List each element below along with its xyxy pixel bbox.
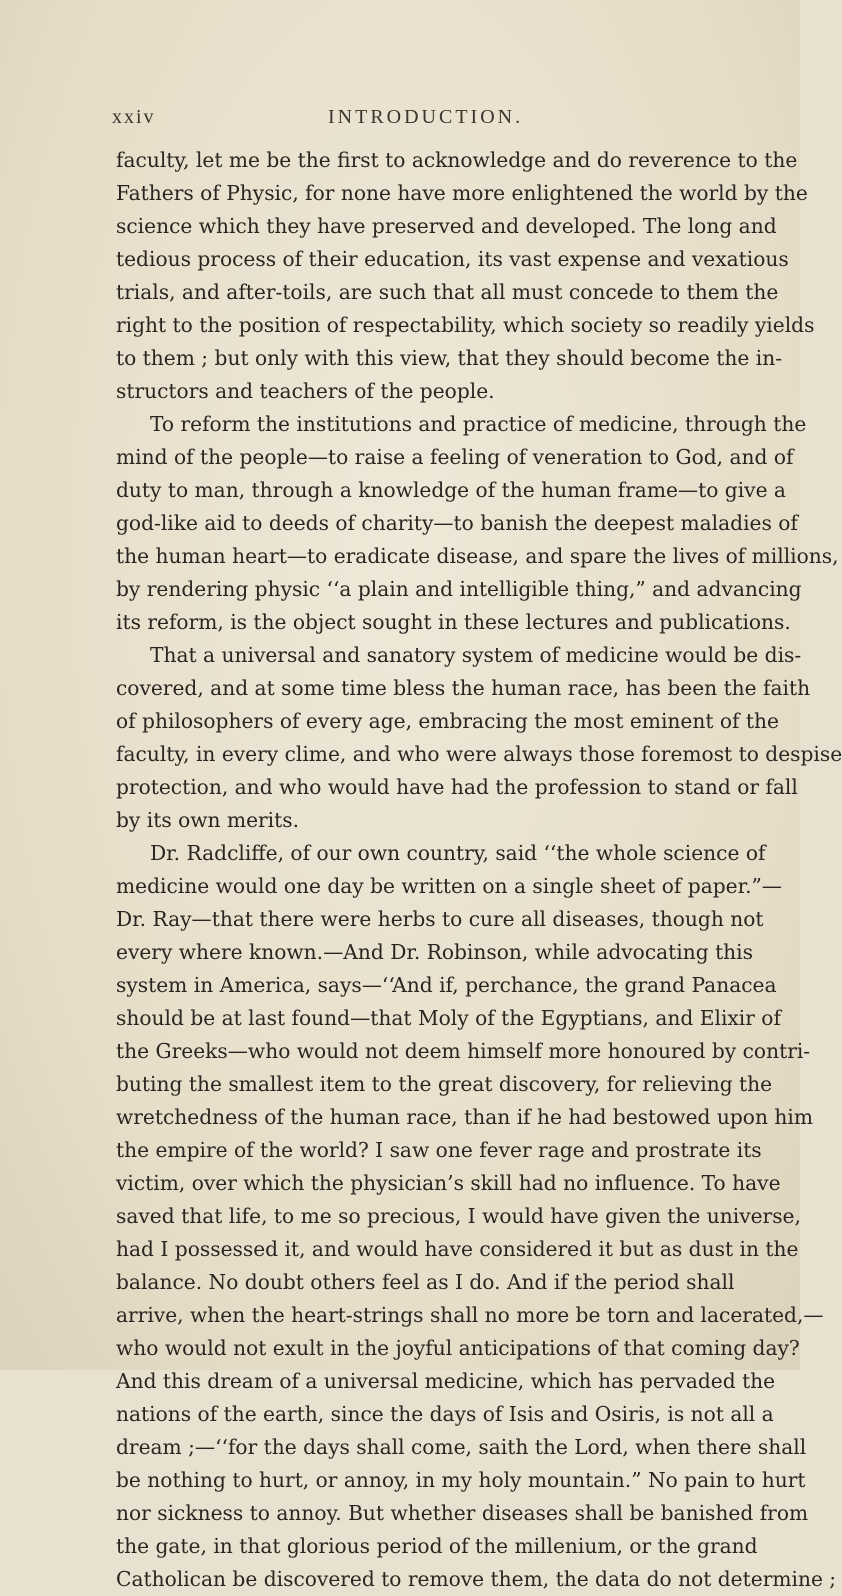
text-line: victim, over which the physician’s skill had no influence. To have [116,1171,781,1195]
text-line: the human heart—to eradicate disease, and spare the lives of millions, [116,544,839,568]
header-title: INTRODUCTION. [328,106,524,128]
text-line: nations of the earth, since the days of Isis and Osiris, is not all a [116,1402,774,1426]
text-line: To reform the institutions and practice of medicine, through the [150,412,807,436]
text-line: mind of the people—to raise a feeling of veneration to God, and of [116,445,794,469]
text-line: faculty, let me be the first to acknowledge and do reverence to the [116,148,798,172]
text-line: wretchedness of the human race, than if he had bestowed upon him [116,1105,813,1129]
text-line: every where known.—And Dr. Robinson, while advocating this [116,940,753,964]
text-line: nor sickness to annoy. But whether diseases shall be banished from [116,1501,809,1525]
text-line: by its own merits. [116,808,300,832]
running-head [112,106,712,132]
text-line: had I possessed it, and would have considered it but as dust in the [116,1237,799,1261]
text-line: the gate, in that glorious period of the millenium, or the grand [116,1534,758,1558]
text-line: medicine would one day be written on a single sheet of paper.”— [116,874,782,898]
text-line: its reform, is the object sought in these lectures and publications. [116,610,791,634]
text-line: science which they have preserved and developed. The long and [116,214,777,238]
text-line: saved that life, to me so precious, I would have given the universe, [116,1204,801,1228]
text-line: to them ; but only with this view, that they should become the in- [116,346,783,370]
text-line: god-like aid to deeds of charity—to banish the deepest maladies of [116,511,798,535]
text-line: system in America, says—‘‘And if, perchance, the grand Panacea [116,973,777,997]
text-line: faculty, in every clime, and who were always those foremost to despise [116,742,842,766]
text-line: buting the smallest item to the great discovery, for relieving the [116,1072,773,1096]
text-line: And this dream of a universal medicine, which has pervaded the [116,1369,776,1393]
body-text [116,144,842,1596]
text-line: covered, and at some time bless the human race, has been the faith [116,676,811,700]
text-line: be nothing to hurt, or annoy, in my holy mountain.” No pain to hurt [116,1468,806,1492]
text-line: Dr. Radcliffe, of our own country, said ‘‘the whole science of [150,841,766,865]
text-line: Fathers of Physic, for none have more enlightened the world by the [116,181,808,205]
text-line: balance. No doubt others feel as I do. And if the period shall [116,1270,735,1294]
text-line: by rendering physic ‘‘a plain and intelligible thing,” and advancing [116,577,802,601]
text-line: protection, and who would have had the profession to stand or fall [116,775,798,799]
text-line: That a universal and sanatory system of medicine would be dis- [150,643,802,667]
text-line: the empire of the world? I saw one fever rage and prostrate its [116,1138,762,1162]
text-line: tedious process of their education, its vast expense and vexatious [116,247,789,271]
text-line: of philosophers of every age, embracing the most eminent of the [116,709,779,733]
text-line: structors and teachers of the people. [116,379,495,403]
text-line: right to the position of respectability, which society so readily yields [116,313,815,337]
text-line: should be at last found—that Moly of the Egyptians, and Elixir of [116,1006,781,1030]
text-line: duty to man, through a knowledge of the human frame—to give a [116,478,786,502]
text-line: Dr. Ray—that there were herbs to cure all diseases, though not [116,907,764,931]
text-line: Catholican be discovered to remove them, the data do not determine ; [116,1567,837,1591]
text-line: the Greeks—who would not deem himself more honoured by contri- [116,1039,811,1063]
text-line: arrive, when the heart-strings shall no more be torn and lacerated,— [116,1303,824,1327]
text-line: trials, and after-toils, are such that all must concede to them the [116,280,779,304]
page-number: xxiv [112,106,156,128]
text-line: who would not exult in the joyful anticipations of that coming day? [116,1336,800,1360]
text-line: dream ;—‘‘for the days shall come, saith the Lord, when there shall [116,1435,807,1459]
